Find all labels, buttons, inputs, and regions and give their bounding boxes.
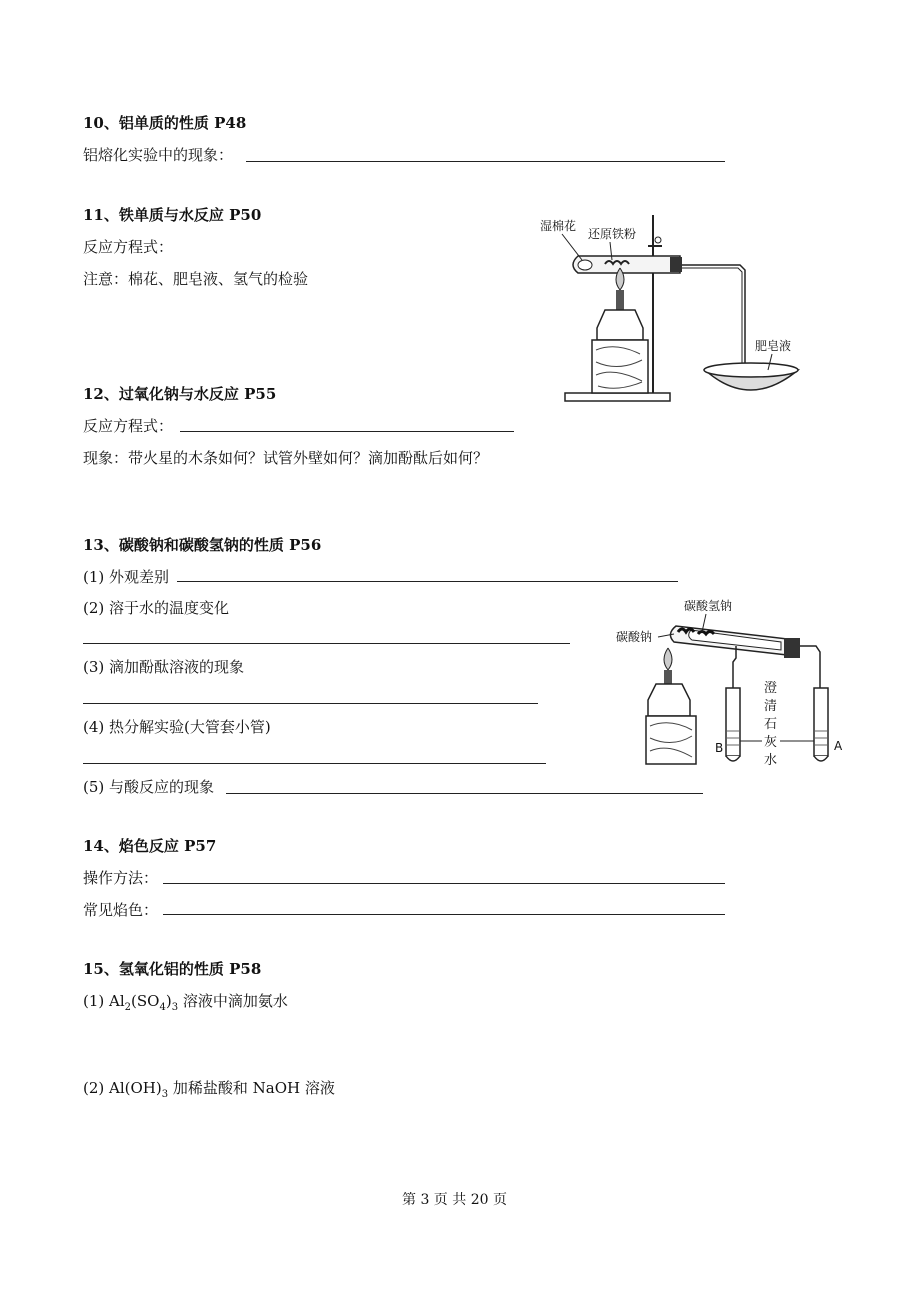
heading-section-15: 15、氢氧化铝的性质 P58 <box>83 960 262 978</box>
heading-section-13: 13、碳酸钠和碳酸氢钠的性质 P56 <box>83 536 322 554</box>
item-phenolphthalein: (3) 滴加酚酞溶液的现象 <box>83 658 245 676</box>
label-wet-cotton: 湿棉花 <box>540 219 577 233</box>
answer-line[interactable] <box>180 431 514 432</box>
label-tube-b: B <box>715 741 724 755</box>
heading-section-10: 10、铝单质的性质 P48 <box>83 114 247 132</box>
label-limewater-2: 清 <box>764 699 778 714</box>
page-number-footer: 第 3 页 共 20 页 <box>402 1192 507 1208</box>
answer-line[interactable] <box>246 161 725 162</box>
prompt-operation-method: 操作方法： <box>83 869 159 887</box>
label-sodium-carbonate: 碳酸钠 <box>616 630 653 644</box>
prompt-aluminum-melting: 铝熔化实验中的现象： <box>83 146 234 164</box>
note-cotton-soap-hydrogen: 注意：棉花、肥皂液、氢气的检验 <box>83 270 309 288</box>
answer-line[interactable] <box>83 643 570 644</box>
item-temperature-change: (2) 溶于水的温度变化 <box>83 599 230 617</box>
carbonate-decomposition-figure <box>606 596 856 774</box>
iron-steam-apparatus-figure <box>540 210 835 405</box>
label-reduced-iron-powder: 还原铁粉 <box>588 227 637 241</box>
item-appearance: (1) 外观差别 <box>83 568 170 586</box>
heading-section-12: 12、过氧化钠与水反应 P55 <box>83 385 277 403</box>
prompt-equation: 反应方程式： <box>83 417 174 435</box>
prompt-equation: 反应方程式： <box>83 238 174 256</box>
item-acid-reaction: (5) 与酸反应的现象 <box>83 778 215 796</box>
answer-line[interactable] <box>83 703 538 704</box>
item-aluminum-hydroxide-acid-base: (2) $Al(OH)_3$ 加稀盐酸和 NaOH 溶液 <box>83 1079 335 1100</box>
label-sodium-bicarbonate: 碳酸氢钠 <box>684 599 733 613</box>
prompt-phenomenon: 现象：带火星的木条如何？试管外壁如何？滴加酚酞后如何？ <box>83 449 489 467</box>
label-limewater-1: 澄 <box>764 681 778 696</box>
prompt-common-flame-colors: 常见焰色： <box>83 901 159 919</box>
label-limewater-5: 水 <box>764 753 778 768</box>
answer-line[interactable] <box>163 914 725 915</box>
answer-line[interactable] <box>226 793 703 794</box>
item-aluminum-sulfate-ammonia: (1) $Al_2(SO_4)_3$ 溶液中滴加氨水 <box>83 992 288 1013</box>
item-thermal-decomposition: (4) 热分解实验(大管套小管) <box>83 718 271 736</box>
answer-line[interactable] <box>83 763 546 764</box>
answer-line[interactable] <box>163 883 725 884</box>
label-soap-solution: 肥皂液 <box>755 339 792 353</box>
heading-section-11: 11、铁单质与水反应 P50 <box>83 206 262 224</box>
label-limewater-3: 石 <box>764 717 778 732</box>
label-tube-a: A <box>834 739 843 753</box>
heading-section-14: 14、焰色反应 P57 <box>83 837 217 855</box>
answer-line[interactable] <box>177 581 678 582</box>
label-limewater-4: 灰 <box>764 735 778 750</box>
